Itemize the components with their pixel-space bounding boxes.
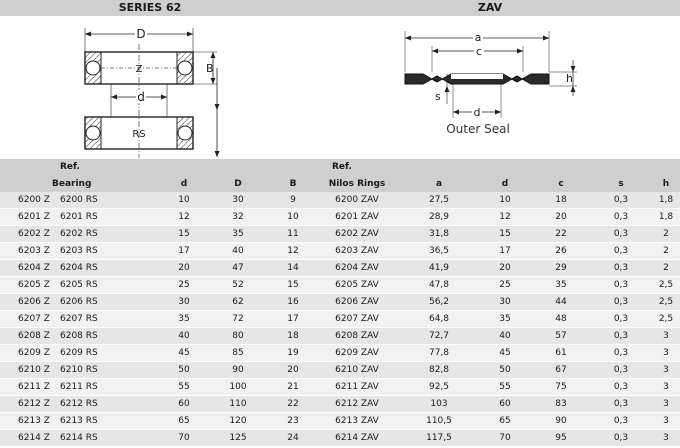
table-row	[0, 277, 680, 294]
cell-h: 2,5	[652, 277, 680, 294]
cell-B: 20	[272, 362, 314, 379]
table-row	[0, 260, 680, 277]
cell-c: 90	[532, 413, 590, 430]
bearing-cross-section-drawing	[75, 22, 225, 160]
label-Z: Z	[135, 64, 143, 75]
label-d-left: d	[137, 90, 145, 104]
cell-d2: 15	[478, 226, 532, 243]
cell-h: 2,5	[652, 311, 680, 328]
label-RS: RS	[132, 129, 146, 140]
cell-D: 80	[204, 328, 272, 345]
label-a: a	[474, 31, 482, 44]
cell-c: 35	[532, 277, 590, 294]
cell-D: 30	[204, 192, 272, 209]
cell-d: 10	[164, 192, 204, 209]
cell-bearing-rs: 6206 RS	[60, 294, 164, 311]
cell-bearing-z: 6204 Z	[0, 260, 60, 277]
cell-bearing-z: 6201 Z	[0, 209, 60, 226]
cell-nilos-ring: 6206 ZAV	[314, 294, 400, 311]
label-B: B	[206, 62, 214, 75]
cell-bearing-z: 6212 Z	[0, 396, 60, 413]
table-row	[0, 209, 680, 226]
cell-d2: 60	[478, 396, 532, 413]
cell-d2: 40	[478, 328, 532, 345]
cell-d: 20	[164, 260, 204, 277]
cell-d: 60	[164, 396, 204, 413]
cell-a: 103	[400, 396, 478, 413]
cell-d2: 17	[478, 243, 532, 260]
table-row	[0, 430, 680, 447]
cell-bearing-rs: 6200 RS	[60, 192, 164, 209]
cell-d: 45	[164, 345, 204, 362]
table-group-header	[0, 159, 680, 175]
cell-bearing-rs: 6208 RS	[60, 328, 164, 345]
cell-s: 0,3	[590, 209, 652, 226]
cell-B: 17	[272, 311, 314, 328]
table-row	[0, 294, 680, 311]
cell-d2: 50	[478, 362, 532, 379]
cell-D: 35	[204, 226, 272, 243]
cell-a: 82,8	[400, 362, 478, 379]
cell-h: 1,8	[652, 209, 680, 226]
cell-D: 40	[204, 243, 272, 260]
cell-nilos-ring: 6214 ZAV	[314, 430, 400, 447]
cell-a: 117,5	[400, 430, 478, 447]
cell-D: 32	[204, 209, 272, 226]
cell-bearing-rs: 6203 RS	[60, 243, 164, 260]
cell-d: 50	[164, 362, 204, 379]
cell-bearing-rs: 6210 RS	[60, 362, 164, 379]
cell-d: 35	[164, 311, 204, 328]
label-s: s	[435, 90, 441, 103]
cell-bearing-z: 6202 Z	[0, 226, 60, 243]
table-row	[0, 243, 680, 260]
cell-c: 67	[532, 362, 590, 379]
cell-d: 40	[164, 328, 204, 345]
cell-c: 61	[532, 345, 590, 362]
cell-nilos-ring: 6203 ZAV	[314, 243, 400, 260]
cell-h: 3	[652, 430, 680, 447]
cell-B: 23	[272, 413, 314, 430]
cell-B: 19	[272, 345, 314, 362]
cell-s: 0,3	[590, 379, 652, 396]
cell-bearing-rs: 6211 RS	[60, 379, 164, 396]
cell-B: 11	[272, 226, 314, 243]
bearing-table	[0, 159, 680, 447]
cell-nilos-ring: 6201 ZAV	[314, 209, 400, 226]
cell-c: 95	[532, 430, 590, 447]
cell-a: 28,9	[400, 209, 478, 226]
cell-bearing-z: 6211 Z	[0, 379, 60, 396]
cell-a: 36,5	[400, 243, 478, 260]
cell-bearing-z: 6206 Z	[0, 294, 60, 311]
cell-c: 83	[532, 396, 590, 413]
zav-seal-drawing	[395, 26, 585, 121]
cell-bearing-z: 6214 Z	[0, 430, 60, 447]
group-ref-left: Ref.	[60, 159, 164, 175]
table-row	[0, 192, 680, 209]
cell-c: 29	[532, 260, 590, 277]
cell-d2: 12	[478, 209, 532, 226]
cell-s: 0,3	[590, 430, 652, 447]
cell-h: 2	[652, 243, 680, 260]
cell-nilos-ring: 6200 ZAV	[314, 192, 400, 209]
cell-D: 90	[204, 362, 272, 379]
zav-title: ZAV	[300, 0, 680, 16]
cell-d: 65	[164, 413, 204, 430]
cell-bearing-rs: 6213 RS	[60, 413, 164, 430]
cell-s: 0,3	[590, 328, 652, 345]
cell-c: 26	[532, 243, 590, 260]
table-row	[0, 362, 680, 379]
cell-s: 0,3	[590, 277, 652, 294]
cell-nilos-ring: 6205 ZAV	[314, 277, 400, 294]
cell-s: 0,3	[590, 311, 652, 328]
cell-s: 0,3	[590, 413, 652, 430]
cell-d2: 65	[478, 413, 532, 430]
label-h: h	[566, 72, 573, 85]
cell-d2: 70	[478, 430, 532, 447]
table-row	[0, 396, 680, 413]
col-header-h: h	[652, 175, 680, 192]
cell-nilos-ring: 6211 ZAV	[314, 379, 400, 396]
cell-B: 24	[272, 430, 314, 447]
col-header-D: D	[204, 175, 272, 192]
cell-d2: 20	[478, 260, 532, 277]
cell-s: 0,3	[590, 396, 652, 413]
cell-D: 120	[204, 413, 272, 430]
col-header-d2: d	[478, 175, 532, 192]
col-header-nilos-rings: Nilos Rings	[314, 175, 400, 192]
cell-s: 0,3	[590, 260, 652, 277]
cell-d2: 25	[478, 277, 532, 294]
cell-h: 2	[652, 226, 680, 243]
cell-h: 3	[652, 396, 680, 413]
cell-B: 16	[272, 294, 314, 311]
cell-bearing-z: 6210 Z	[0, 362, 60, 379]
cell-d2: 35	[478, 311, 532, 328]
cell-bearing-rs: 6204 RS	[60, 260, 164, 277]
label-D: D	[136, 27, 146, 41]
cell-B: 12	[272, 243, 314, 260]
label-d-right: d	[473, 106, 481, 119]
cell-c: 22	[532, 226, 590, 243]
cell-B: 10	[272, 209, 314, 226]
col-header-d: d	[164, 175, 204, 192]
cell-B: 15	[272, 277, 314, 294]
cell-nilos-ring: 6202 ZAV	[314, 226, 400, 243]
cell-nilos-ring: 6208 ZAV	[314, 328, 400, 345]
cell-s: 0,3	[590, 226, 652, 243]
cell-bearing-z: 6213 Z	[0, 413, 60, 430]
cell-a: 31,8	[400, 226, 478, 243]
cell-a: 27,5	[400, 192, 478, 209]
cell-D: 47	[204, 260, 272, 277]
cell-a: 77,8	[400, 345, 478, 362]
cell-s: 0,3	[590, 362, 652, 379]
cell-B: 14	[272, 260, 314, 277]
cell-h: 2	[652, 260, 680, 277]
cell-bearing-rs: 6201 RS	[60, 209, 164, 226]
cell-D: 52	[204, 277, 272, 294]
col-header-bearing: Bearing	[0, 175, 164, 192]
cell-D: 62	[204, 294, 272, 311]
cell-bearing-z: 6207 Z	[0, 311, 60, 328]
cell-d2: 30	[478, 294, 532, 311]
cell-d: 12	[164, 209, 204, 226]
cell-a: 47,8	[400, 277, 478, 294]
cell-c: 44	[532, 294, 590, 311]
cell-nilos-ring: 6212 ZAV	[314, 396, 400, 413]
table-row	[0, 328, 680, 345]
cell-D: 110	[204, 396, 272, 413]
cell-s: 0,3	[590, 243, 652, 260]
cell-h: 3	[652, 413, 680, 430]
cell-B: 22	[272, 396, 314, 413]
cell-B: 21	[272, 379, 314, 396]
cell-bearing-z: 6209 Z	[0, 345, 60, 362]
cell-s: 0,3	[590, 192, 652, 209]
cell-D: 100	[204, 379, 272, 396]
table-row	[0, 345, 680, 362]
cell-a: 110,5	[400, 413, 478, 430]
cell-bearing-rs: 6205 RS	[60, 277, 164, 294]
table-row	[0, 311, 680, 328]
cell-nilos-ring: 6207 ZAV	[314, 311, 400, 328]
cell-s: 0,3	[590, 345, 652, 362]
cell-D: 125	[204, 430, 272, 447]
cell-s: 0,3	[590, 294, 652, 311]
cell-a: 72,7	[400, 328, 478, 345]
cell-d: 17	[164, 243, 204, 260]
cell-d2: 45	[478, 345, 532, 362]
cell-c: 18	[532, 192, 590, 209]
cell-h: 3	[652, 345, 680, 362]
group-ref-right: Ref.	[314, 159, 400, 175]
cell-h: 3	[652, 379, 680, 396]
cell-nilos-ring: 6204 ZAV	[314, 260, 400, 277]
cell-d: 55	[164, 379, 204, 396]
col-header-B: B	[272, 175, 314, 192]
outer-seal-caption: Outer Seal	[446, 122, 510, 136]
table-row	[0, 226, 680, 243]
cell-bearing-z: 6208 Z	[0, 328, 60, 345]
table-row	[0, 413, 680, 430]
cell-a: 56,2	[400, 294, 478, 311]
cell-c: 75	[532, 379, 590, 396]
cell-c: 48	[532, 311, 590, 328]
table-column-header	[0, 175, 680, 192]
cell-d: 30	[164, 294, 204, 311]
cell-bearing-z: 6203 Z	[0, 243, 60, 260]
cell-a: 64,8	[400, 311, 478, 328]
cell-h: 3	[652, 328, 680, 345]
cell-c: 57	[532, 328, 590, 345]
cell-h: 2,5	[652, 294, 680, 311]
cell-d: 15	[164, 226, 204, 243]
cell-bearing-rs: 6207 RS	[60, 311, 164, 328]
cell-bearing-rs: 6212 RS	[60, 396, 164, 413]
cell-nilos-ring: 6209 ZAV	[314, 345, 400, 362]
cell-D: 72	[204, 311, 272, 328]
cell-B: 9	[272, 192, 314, 209]
col-header-a: a	[400, 175, 478, 192]
cell-d: 70	[164, 430, 204, 447]
label-c: c	[475, 45, 483, 58]
cell-h: 1,8	[652, 192, 680, 209]
table-row	[0, 379, 680, 396]
cell-d: 25	[164, 277, 204, 294]
cell-D: 85	[204, 345, 272, 362]
cell-nilos-ring: 6210 ZAV	[314, 362, 400, 379]
cell-d2: 10	[478, 192, 532, 209]
cell-d2: 55	[478, 379, 532, 396]
cell-a: 92,5	[400, 379, 478, 396]
cell-a: 41,9	[400, 260, 478, 277]
cell-nilos-ring: 6213 ZAV	[314, 413, 400, 430]
cell-B: 18	[272, 328, 314, 345]
col-header-s: s	[590, 175, 652, 192]
cell-bearing-z: 6205 Z	[0, 277, 60, 294]
col-header-c: c	[532, 175, 590, 192]
series-62-title: SERIES 62	[0, 0, 300, 16]
cell-h: 3	[652, 362, 680, 379]
cell-bearing-rs: 6214 RS	[60, 430, 164, 447]
cell-bearing-z: 6200 Z	[0, 192, 60, 209]
cell-c: 20	[532, 209, 590, 226]
cell-bearing-rs: 6209 RS	[60, 345, 164, 362]
cell-bearing-rs: 6202 RS	[60, 226, 164, 243]
